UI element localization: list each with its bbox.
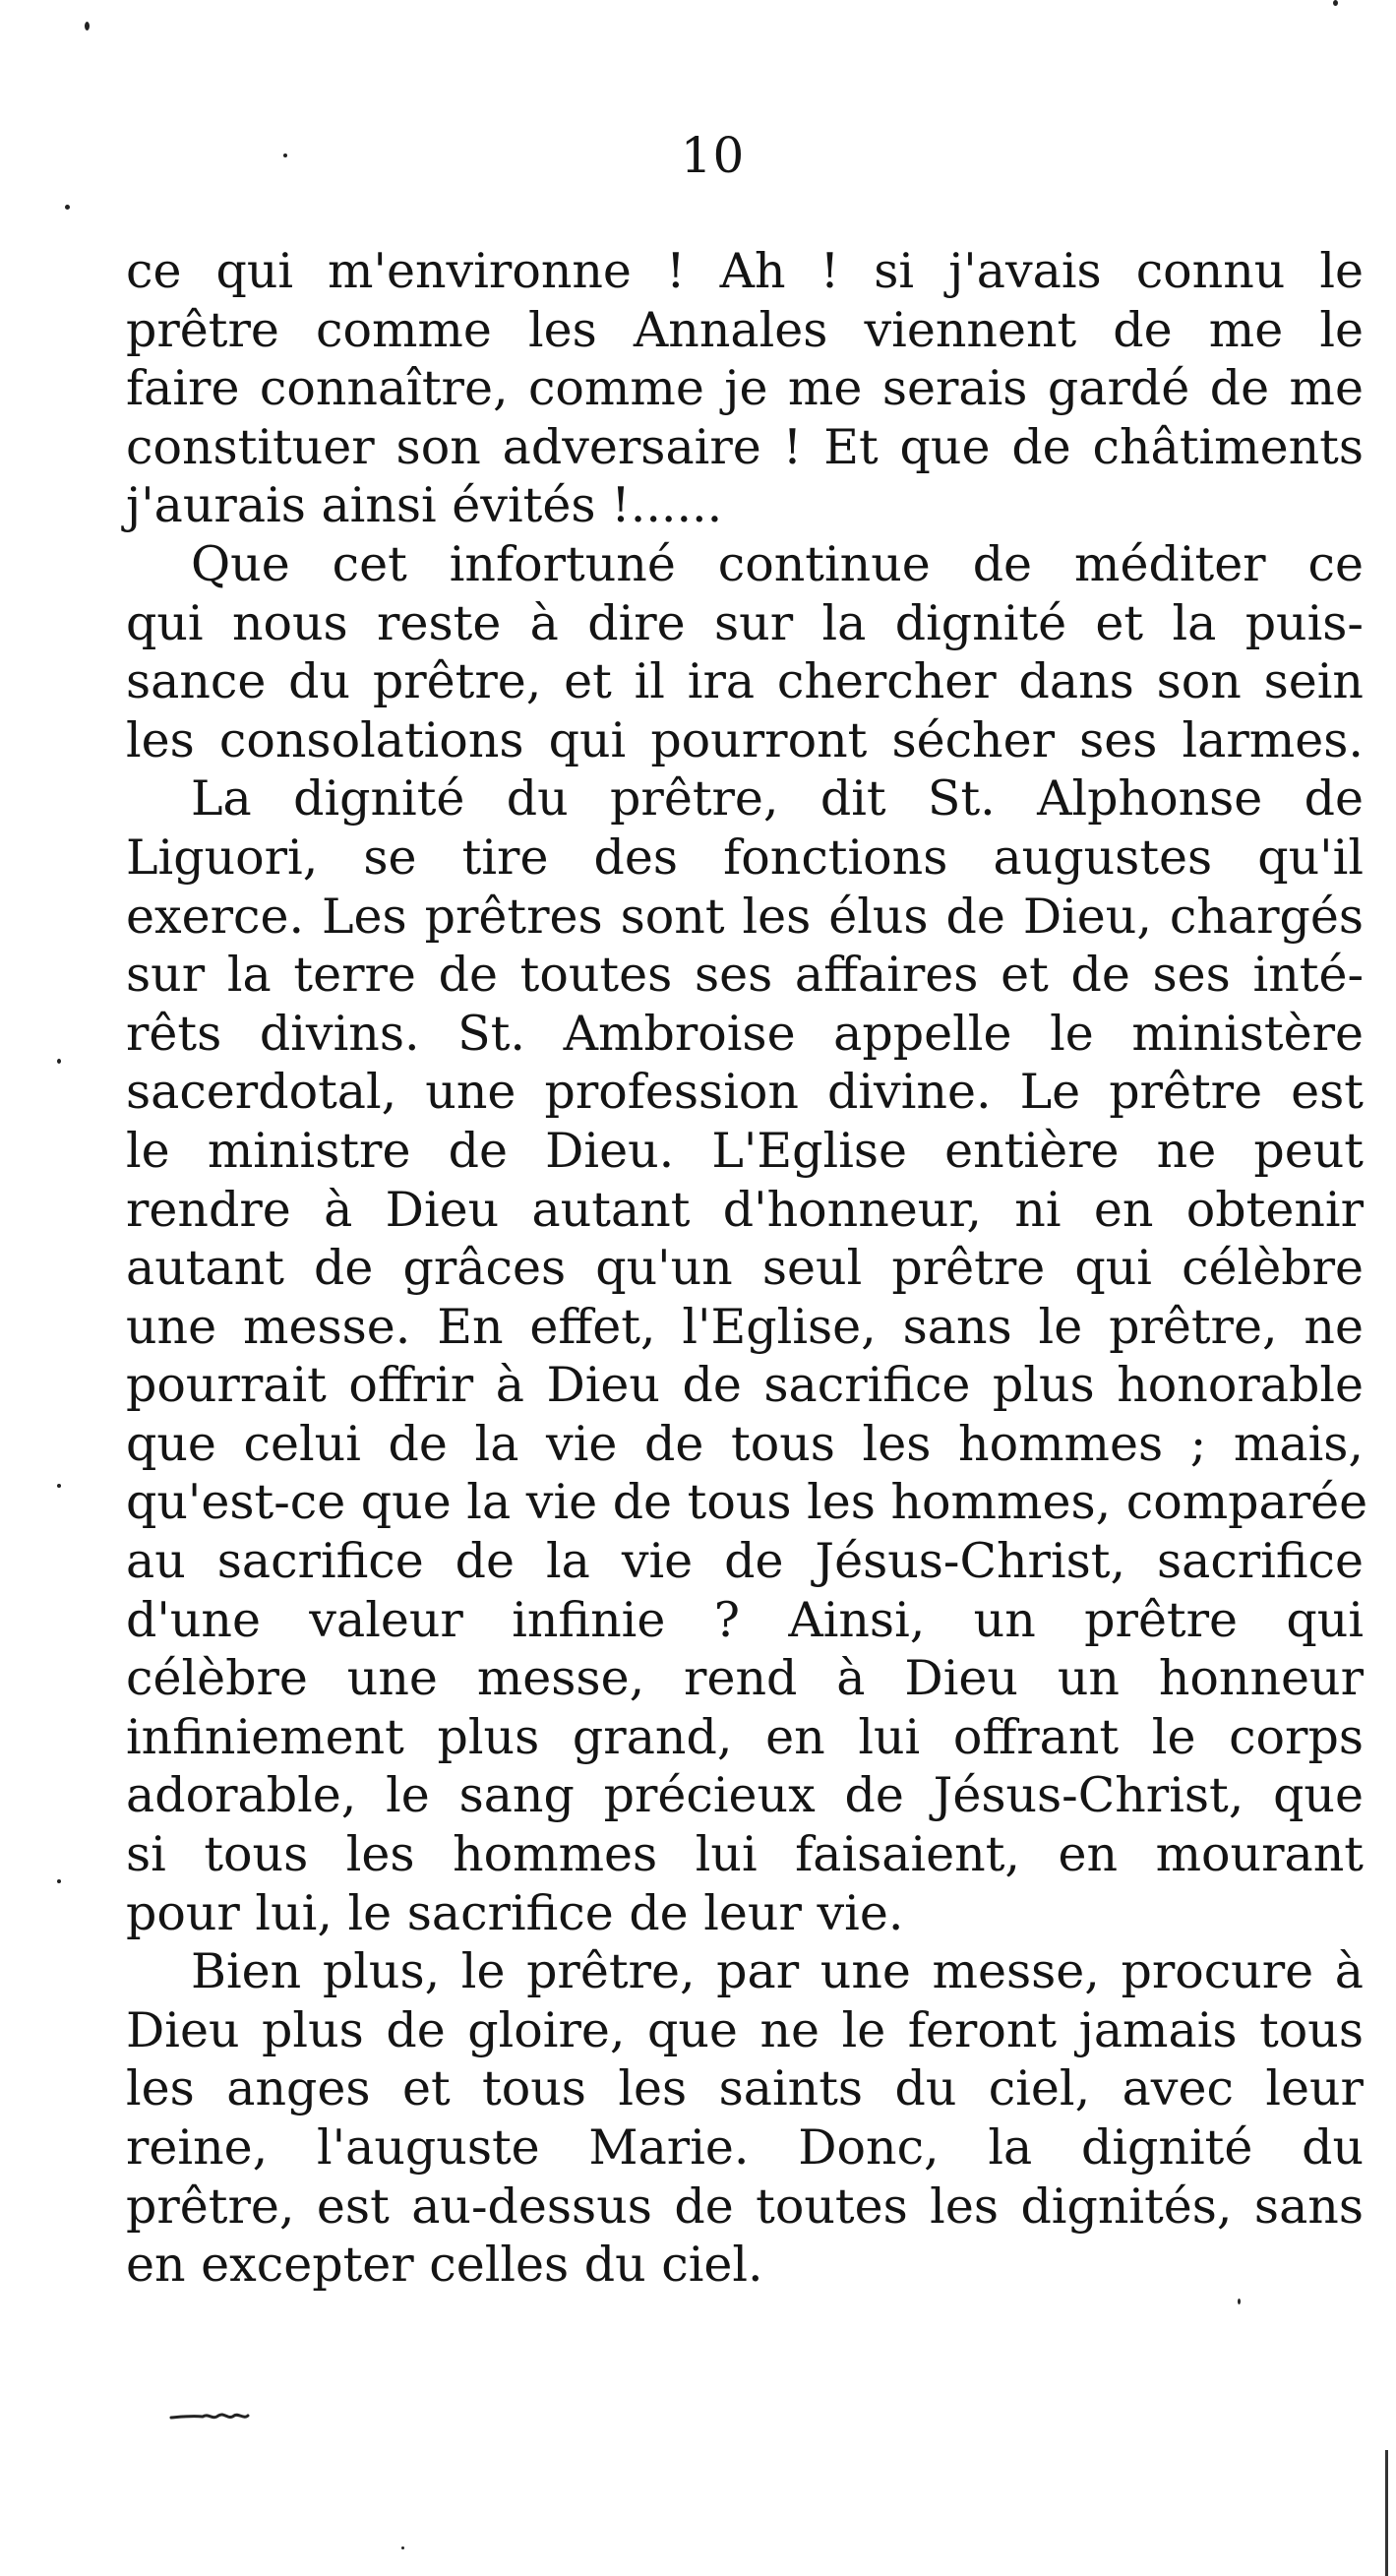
- text-line: prêtre, est au-dessus de toutes les dignités, sans: [126, 2177, 1364, 2235]
- text-line: si tous les hommes lui faisaient, en mourant: [126, 1826, 1364, 1883]
- scan-speck: [283, 153, 287, 157]
- text-line: rêts divins. St. Ambroise appelle le ministère: [126, 1005, 1364, 1062]
- scan-speck: [401, 2546, 404, 2549]
- text-line: reine, l'auguste Marie. Donc, la dignité du: [126, 2119, 1364, 2176]
- scan-speck: [1333, 0, 1338, 6]
- text-line: pourrait offrir à Dieu de sacrifice plus honorable: [126, 1357, 1364, 1414]
- page-edge-mark: [1385, 2450, 1388, 2576]
- text-line: d'une valeur infinie ? Ainsi, un prêtre qui: [126, 1591, 1364, 1648]
- text-line: sur la terre de toutes ses affaires et de ses inté-: [126, 947, 1364, 1004]
- text-line: une messe. En effet, l'Eglise, sans le prêtre, ne: [126, 1298, 1364, 1355]
- text-line: au sacrifice de la vie de Jésus-Christ, sacrifice: [126, 1533, 1364, 1590]
- scan-speck: [57, 1879, 61, 1883]
- printer-ornament: [169, 2409, 250, 2424]
- text-line: sacerdotal, une profession divine. Le prêtre est: [126, 1064, 1364, 1121]
- text-line: ce qui m'environne ! Ah ! si j'avais connu le: [126, 243, 1364, 299]
- scan-speck: [85, 22, 90, 31]
- scan-speck: [57, 1059, 61, 1064]
- scan-speck: [1238, 2299, 1241, 2304]
- text-line: célèbre une messe, rend à Dieu un honneur: [126, 1650, 1364, 1707]
- text-line: en excepter celles du ciel.: [126, 2237, 763, 2294]
- text-line: infiniement plus grand, en lui offrant le corps: [126, 1708, 1364, 1765]
- text-line: Liguori, se tire des fonctions augustes qu'il: [126, 828, 1364, 886]
- scan-speck: [65, 205, 70, 210]
- text-line: autant de grâces qu'un seul prêtre qui célèbre: [126, 1240, 1364, 1297]
- text-line: les consolations qui pourront sécher ses larmes.: [126, 711, 1364, 768]
- text-line: Dieu plus de gloire, que ne le feront jamais tous: [126, 2001, 1364, 2058]
- text-line: La dignité du prêtre, dit St. Alphonse de: [191, 770, 1364, 828]
- page-number: [0, 126, 1396, 185]
- text-line: j'aurais ainsi évités !......: [126, 477, 723, 534]
- scan-speck: [57, 1484, 61, 1488]
- text-line: qui nous reste à dire sur la dignité et la puis-: [126, 594, 1364, 651]
- text-line: qu'est-ce que la vie de tous les hommes, comparée: [126, 1474, 1368, 1531]
- page-number-text: 10: [680, 127, 746, 184]
- text-line: pour lui, le sacrifice de leur vie.: [126, 1884, 904, 1941]
- text-line: Bien plus, le prêtre, par une messe, procure à: [191, 1943, 1364, 2000]
- text-line: rendre à Dieu autant d'honneur, ni en obtenir: [126, 1181, 1364, 1238]
- text-line: Que cet infortuné continue de méditer ce: [191, 535, 1364, 592]
- text-line: sance du prêtre, et il ira chercher dans son sein: [126, 653, 1364, 710]
- text-line: adorable, le sang précieux de Jésus-Christ, que: [126, 1767, 1364, 1824]
- text-line: exerce. Les prêtres sont les élus de Dieu, chargés: [126, 888, 1364, 945]
- text-line: le ministre de Dieu. L'Eglise entière ne peut: [126, 1122, 1364, 1179]
- text-line: que celui de la vie de tous les hommes ; mais,: [126, 1415, 1364, 1472]
- text-line: faire connaître, comme je me serais gardé de me: [126, 360, 1364, 417]
- text-line: les anges et tous les saints du ciel, avec leur: [126, 2060, 1364, 2117]
- text-line: prêtre comme les Annales viennent de me le: [126, 301, 1364, 358]
- body-text: [126, 242, 1368, 2295]
- text-line: constituer son adversaire ! Et que de châtiments: [126, 418, 1364, 475]
